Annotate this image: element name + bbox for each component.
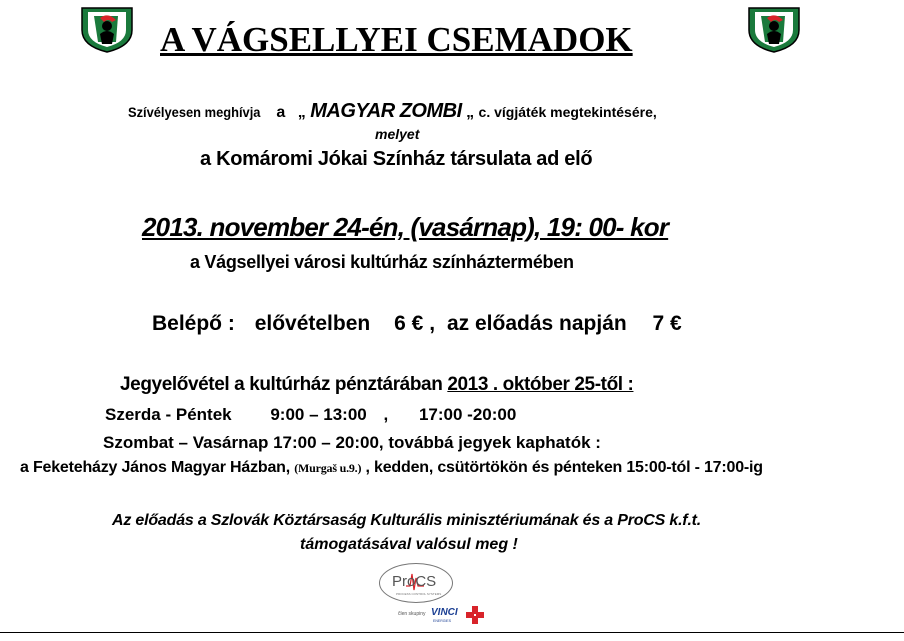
weekday-days: Szerda - Péntek	[105, 405, 232, 424]
presale-date: 2013 . október 25-től :	[447, 374, 634, 395]
csemadok-emblem-icon	[745, 4, 803, 54]
play-title: MAGYAR ZOMBI	[310, 100, 462, 122]
hours-weekday-line	[105, 405, 516, 425]
vinci-cross-icon	[464, 605, 486, 625]
weekday-separator: ,	[383, 405, 389, 424]
invitation-a: a	[276, 104, 286, 121]
quote-close: „	[466, 104, 475, 121]
procs-logo-sub: PROCESS CONTROL SYSTEMS	[396, 592, 442, 596]
venue-line: a Vágsellyei városi kultúrház színháztermében	[190, 252, 574, 272]
invitation-line	[128, 100, 657, 123]
weekday-time-1: 9:00 – 13:00	[270, 405, 367, 424]
vinci-group-label: člen skupiny	[398, 611, 426, 617]
presale-line	[120, 374, 633, 396]
hours-weekend-line: Szombat – Vasárnap 17:00 – 20:00, továbbá jegyek kaphatók :	[103, 433, 601, 452]
presale-price: 6 €	[394, 312, 424, 335]
vinci-name: VINCI	[431, 607, 458, 618]
vinci-sub: ENERGIES	[433, 619, 452, 623]
entry-separator: ,	[429, 312, 436, 335]
procs-logo	[379, 563, 453, 603]
support-line-1: Az előadás a Szlovák Köztársaság Kulturális minisztériumának és a ProCS k.f.t.	[112, 512, 702, 529]
company-line: a Komáromi Jókai Színház társulata ad elő	[200, 148, 593, 170]
csemadok-emblem-icon	[78, 4, 136, 54]
bottom-divider	[0, 632, 904, 633]
event-date: 2013. november 24-én, (vasárnap), 19: 00- kor	[142, 212, 669, 242]
presale-label: elővételben	[254, 312, 371, 335]
melyet-text: melyet	[375, 126, 420, 142]
procs-logo-text: ProCS	[392, 573, 437, 590]
invitation-text: Szívélyesen meghívja	[128, 104, 261, 120]
support-line-2: támogatásával valósul meg !	[300, 536, 518, 553]
dayof-label: az előadás napján	[446, 312, 627, 335]
house-name: a Feketeházy János Magyar Házban,	[20, 459, 290, 476]
house-line	[20, 459, 763, 477]
quote-open: „	[297, 104, 306, 121]
entry-label: Belépő :	[152, 312, 235, 335]
house-address: (Murgaš u.9.)	[294, 461, 362, 475]
dayof-price: 7 €	[652, 312, 682, 335]
csemadok-logo-left	[78, 4, 136, 54]
vinci-logo	[398, 604, 494, 626]
genre-text: c. vígjáték megtekintésére,	[478, 104, 657, 120]
presale-text: Jegyelővétel a kultúrház pénztárában	[120, 374, 443, 395]
weekday-time-2: 17:00 -20:00	[418, 405, 517, 424]
house-hours: , kedden, csütörtökön és pénteken 15:00-tól - 17:00-ig	[365, 459, 763, 476]
entry-line	[152, 312, 682, 336]
csemadok-logo-right	[745, 4, 803, 54]
page-title: A VÁGSELLYEI CSEMADOK	[160, 20, 633, 59]
